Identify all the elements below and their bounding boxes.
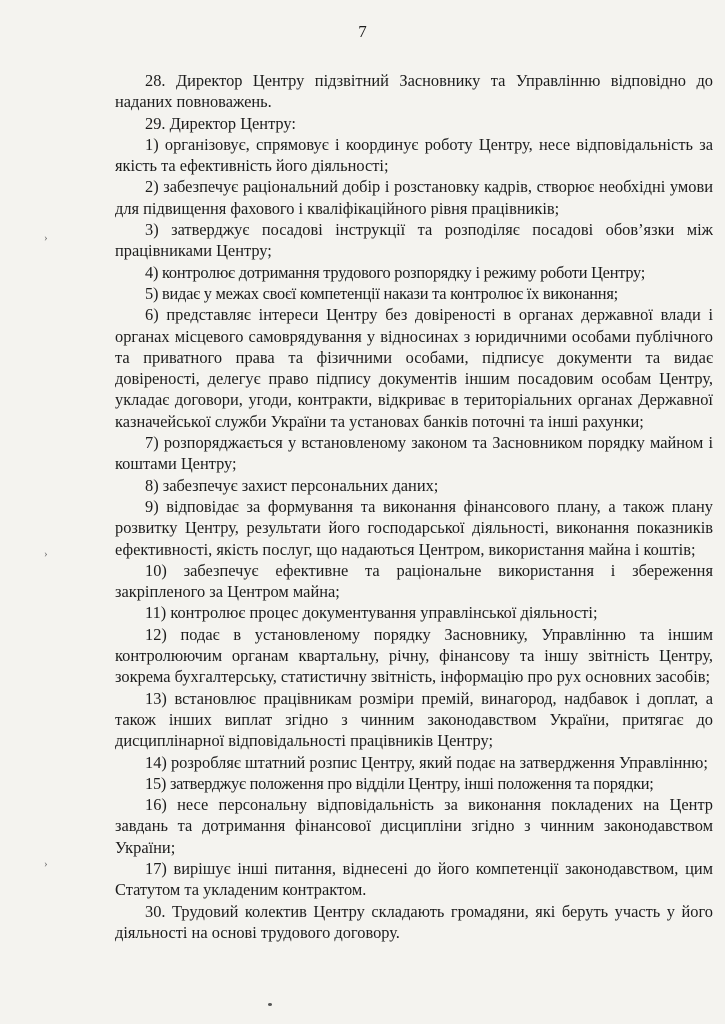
margin-mark-icon: › (44, 548, 48, 560)
list-item-4: 4) контролює дотримання трудового розпорядку і режиму роботи Центру; (145, 262, 646, 282)
list-item-12: 12) подає в установленому порядку Засновнику, Управлінню та іншим контролюючим органам квартальну, річну, фінансову та іншу звітність Центру, зокрема бухгалтерську, статистичну звітність, інформацію про рух основних засобів; (115, 624, 713, 687)
list-item-7: 7) розпоряджається у встановленому законом та Засновником порядку майном і коштами Центру; (115, 433, 713, 474)
paragraph-30: 30. Трудовий колектив Центру складають громадяни, які беруть участь у його діяльності на основі трудового договору. (115, 901, 713, 942)
list-item-16: 16) несе персональну відповідальність за виконання покладених на Центр завдань та дотримання фінансової дисципліни згідно з чинним законодавством України; (115, 795, 713, 857)
list-item-10: 10) забезпечує ефективне та раціональне використання і збереження закріпленого за Центром майна; (115, 560, 713, 602)
paragraph-28: 28. Директор Центру підзвітний Засновнику та Управлінню відповідно до наданих повноважень. (115, 71, 713, 112)
list-item-11: 11) контролює процес документування управлінської діяльності; (145, 603, 598, 623)
margin-mark-icon: › (44, 232, 48, 244)
list-item-14: 14) розробляє штатний розпис Центру, який подає на затвердження Управлінню; (145, 752, 708, 772)
scan-speck (268, 1003, 272, 1006)
list-item-13: 13) встановлює працівникам розміри премій, винагород, надбавок і доплат, а також інших виплат згідно з чинним законодавством України, притягає до дисциплінарної відповідальності працівників Центру; (115, 688, 713, 751)
document-body (115, 70, 713, 943)
list-item-3: 3) затверджує посадові інструкції та розподіляє посадові обов’язки між працівниками Центру; (115, 220, 713, 261)
list-item-9: 9) відповідає за формування та виконання фінансового плану, а також плану розвитку Центру, результати його господарської діяльності, виконання показників ефективності, якість послуг, що надаються Центром, використання майна і коштів; (115, 496, 713, 559)
margin-mark-icon: › (44, 858, 48, 870)
page-number: 7 (358, 22, 367, 41)
list-item-5: 5) видає у межах своєї компетенції накази та контролює їх виконання; (145, 283, 618, 303)
list-item-6: 6) представляє інтереси Центру без довіреності в органах державної влади і органах місцевого самоврядування у відносинах з юридичними особами публічного та приватного права та фізичними особами, підписує документи та видає довіреності, делегує право підпису документів іншим посадовим особам Центру, укладає договори, угоди, контракти, відкриває в територіальних органах Державної казначейської служби України та установах банків поточні та інші рахунки; (115, 305, 713, 431)
list-item-15: 15) затверджує положення про відділи Центру, інші положення та порядки; (145, 773, 654, 793)
list-item-1: 1) організовує, спрямовує і координує роботу Центру, несе відповідальність за якість та ефективність його діяльності; (115, 134, 713, 176)
list-item-8: 8) забезпечує захист персональних даних; (145, 475, 439, 495)
list-item-2: 2) забезпечує раціональний добір і розстановку кадрів, створює необхідні умови для підвищення фахового і кваліфікаційного рівня працівників; (115, 177, 713, 218)
list-item-17: 17) вирішує інші питання, віднесені до його компетенції законодавством, цим Статутом та укладеним контрактом. (115, 858, 713, 900)
paragraph-29-heading: 29. Директор Центру: (145, 113, 296, 133)
